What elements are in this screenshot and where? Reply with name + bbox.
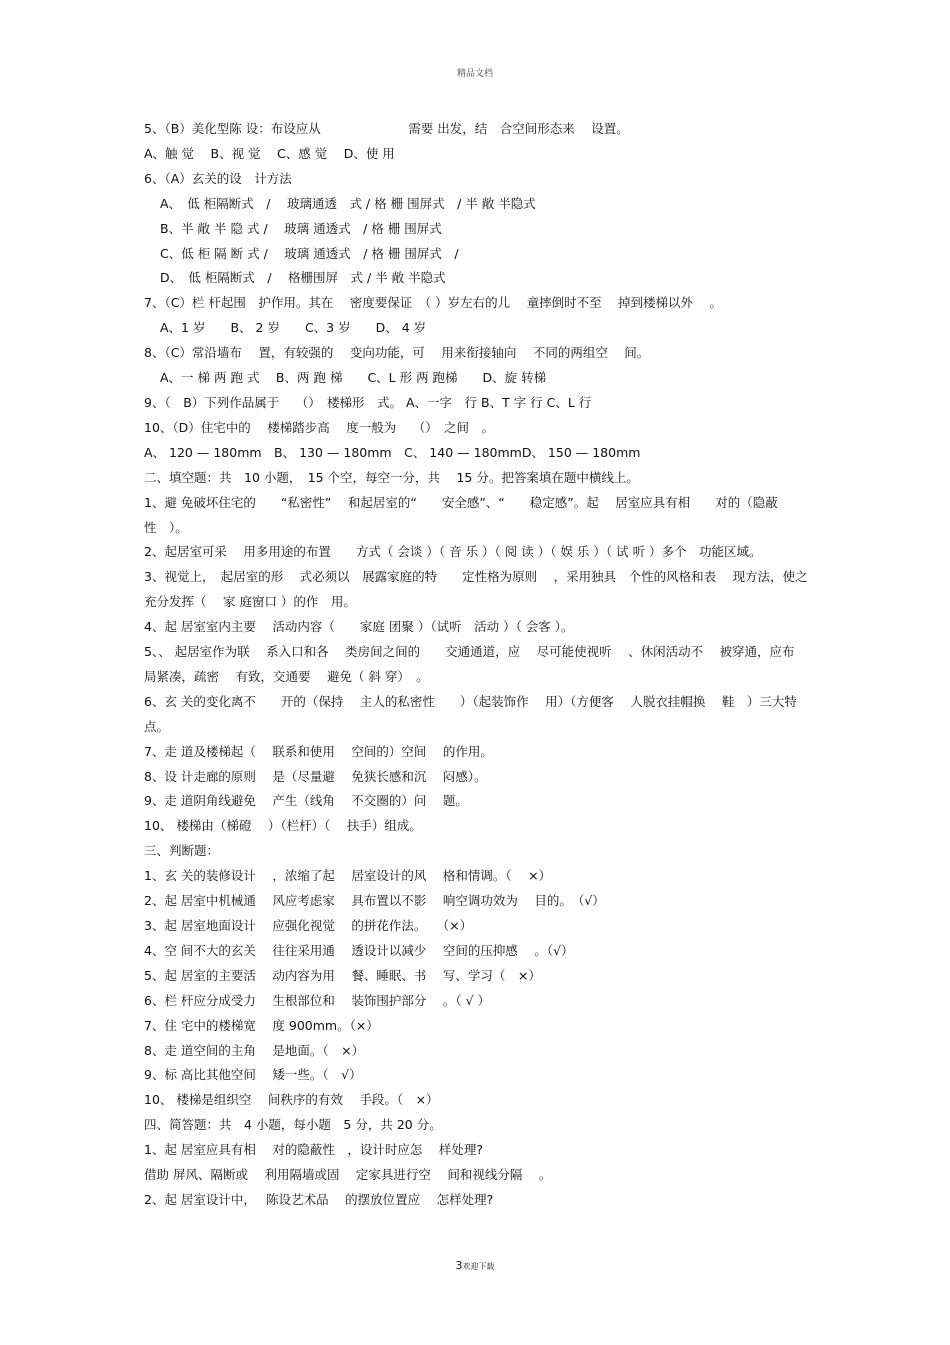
page-header: 精品文档 (456, 69, 493, 79)
text-line: 6、玄 关的变化离不 开的（保持 主人的私密性 ）（起装饰作 用）（方便客 人脱衣挂帽换 鞋 ）三大特 点。 (144, 693, 801, 734)
text-line: 1、起 居室应具有相 对的隐蔽性 ，设计时应怎 样处理? (144, 1142, 484, 1158)
text-line: C、低 柜 隔 断 式 / 玻璃 通透式 / 格 栅 围屏式 / (160, 245, 459, 261)
text-line: 三、判断题： (144, 843, 220, 859)
text-line: A、 120 — 180mm B、 130 — 180mm C、 140 — 180mmD、 150 — 180mm (144, 444, 641, 460)
text-line: 10、 楼梯是组织空 间秩序的有效 手段。（ ×） (144, 1092, 439, 1108)
text-line: A、 低 柜隔断式 / 玻璃通透 式 / 格 栅 围屏式 / 半 敞 半隐式 (160, 195, 536, 211)
text-line: 6、（A）玄关的设 计方法 (144, 170, 292, 186)
text-line: A、一 梯 两 跑 式 B、两 跑 梯 C、L 形 两 跑梯 D、旋 转梯 (160, 370, 547, 386)
text-line: 10、（D）住宅中的 楼梯踏步高 度一般为 （） 之间 。 (144, 419, 494, 435)
text-line: 7、住 宅中的楼梯宽 度 900mm。（×） (144, 1017, 379, 1033)
text-line: B、半 敞 半 隐 式 / 玻璃 通透式 / 格 栅 围屏式 (160, 220, 442, 236)
text-line: 借助 屏风、隔断或 利用隔墙或固 定家具进行空 间和视线分隔 。 (144, 1167, 552, 1183)
text-line: 2、起 居室设计中， 陈设艺术品 的摆放位置应 怎样处理? (144, 1191, 494, 1207)
text-line: 4、空 间不大的玄关 往往采用通 透设计以减少 空间的压抑感 。（√） (144, 942, 574, 958)
text-line: 9、标 高比其他空间 矮一些。（ √） (144, 1067, 362, 1083)
text-line: 7、走 道及楼梯起（ 联系和使用 空间的）空间 的作用。 (144, 743, 493, 759)
text-line: A、触 觉 B、视 觉 C、感 觉 D、使 用 (144, 145, 395, 161)
text-line: 6、栏 杆应分成受力 生根部位和 装饰围护部分 。（ √ ） (144, 992, 491, 1008)
text-line: 5、（B）美化型陈 设：布设应从 需要 出发，结 合空间形态来 设置。 (144, 121, 629, 136)
text-line: 2、起居室可采 用多用途的布置 方式（ 会谈 ）（ 音 乐 ）（ 阅 读 ）（ 娱 乐 ）（ 试 听 ）多个 功能区域。 (144, 544, 762, 560)
text-line: 5、、 起居室作为联 系入口和各 类房间之间的 交通通道，应 尽可能使视听 、休闲活动不 被穿通，应布 局紧凑，疏密 有致，交通要 避免（ 斜 穿） 。 (144, 644, 799, 684)
text-line: 8、走 道空间的主角 是地面。（ ×） (144, 1042, 365, 1058)
text-line: 3、起 居室地面设计 应强化视觉 的拼花作法。 （×） (144, 918, 473, 933)
page-number: 3 (455, 1259, 463, 1272)
footer-note: 欢迎下载 (462, 1262, 495, 1271)
text-line: 3、视觉上， 起居室的形 式必须以 展露家庭的特 定性格为原则 ，采用独具 个性的风格和表 现方法，使之 充分发挥（ 家 庭窗口 ）的作 用。 (144, 569, 812, 610)
page-footer (0, 1259, 950, 1272)
text-line: 8、（C）常沿墙布 置，有较强的 变向功能，可 用来衔接轴向 不同的两组空 间。 (144, 345, 650, 361)
text-line: 9、走 道阴角线避免 产生（线角 不交圈的）问 题。 (144, 793, 468, 809)
text-line: 7、（C）栏 杆起围 护作用。其在 密度要保证 （ ）岁左右的儿 童摔倒时不至 掉到楼梯以外 。 (144, 295, 723, 311)
text-line: 5、起 居室的主要活 动内容为用 餐、睡眠、书 写、学习（ ×） (144, 967, 541, 983)
text-line: 2、起 居室中机械通 风应考虑家 具布置以不影 响空调功效为 目的。 （√） (144, 893, 605, 909)
text-line: A、1 岁 B、 2 岁 C、3 岁 D、 4 岁 (160, 320, 427, 336)
text-line: 四、简答题：共 4 小题，每小题 5 分，共 20 分。 (144, 1117, 442, 1133)
text-line: 1、避 免破坏住宅的 “私密性” 和起居室的“ 安全感”、“ 稳定感”。起 居室应具有相 对的（隐蔽 性 ）。 (144, 494, 782, 535)
text-line: 9、（ B）下列作品属于 （） 楼梯形 式。 A、一字 行 B、T 字 行 C、L 行 (144, 394, 592, 410)
document-body (144, 117, 812, 1213)
text-line: 1、玄 关的装修设计 ，浓缩了起 居室设计的风 格和情调。（ ×） (144, 868, 552, 884)
text-line: 二、填空题：共 10 小题， 15 个空，每空一分，共 15 分。把答案填在题中横线上。 (144, 469, 639, 485)
text-line: D、 低 柜隔断式 / 格栅围屏 式 / 半 敞 半隐式 (160, 270, 446, 286)
text-line: 4、起 居室室内主要 活动内容（ 家庭 团聚 ）（试听 活动 ）（ 会客 ）。 (144, 619, 574, 635)
text-line: 10、 楼梯由（梯磴 ）（栏杆）（ 扶手）组成。 (144, 818, 422, 834)
text-line: 8、设 计走廊的原则 是（尽量避 免狭长感和沉 闷感）。 (144, 768, 487, 784)
